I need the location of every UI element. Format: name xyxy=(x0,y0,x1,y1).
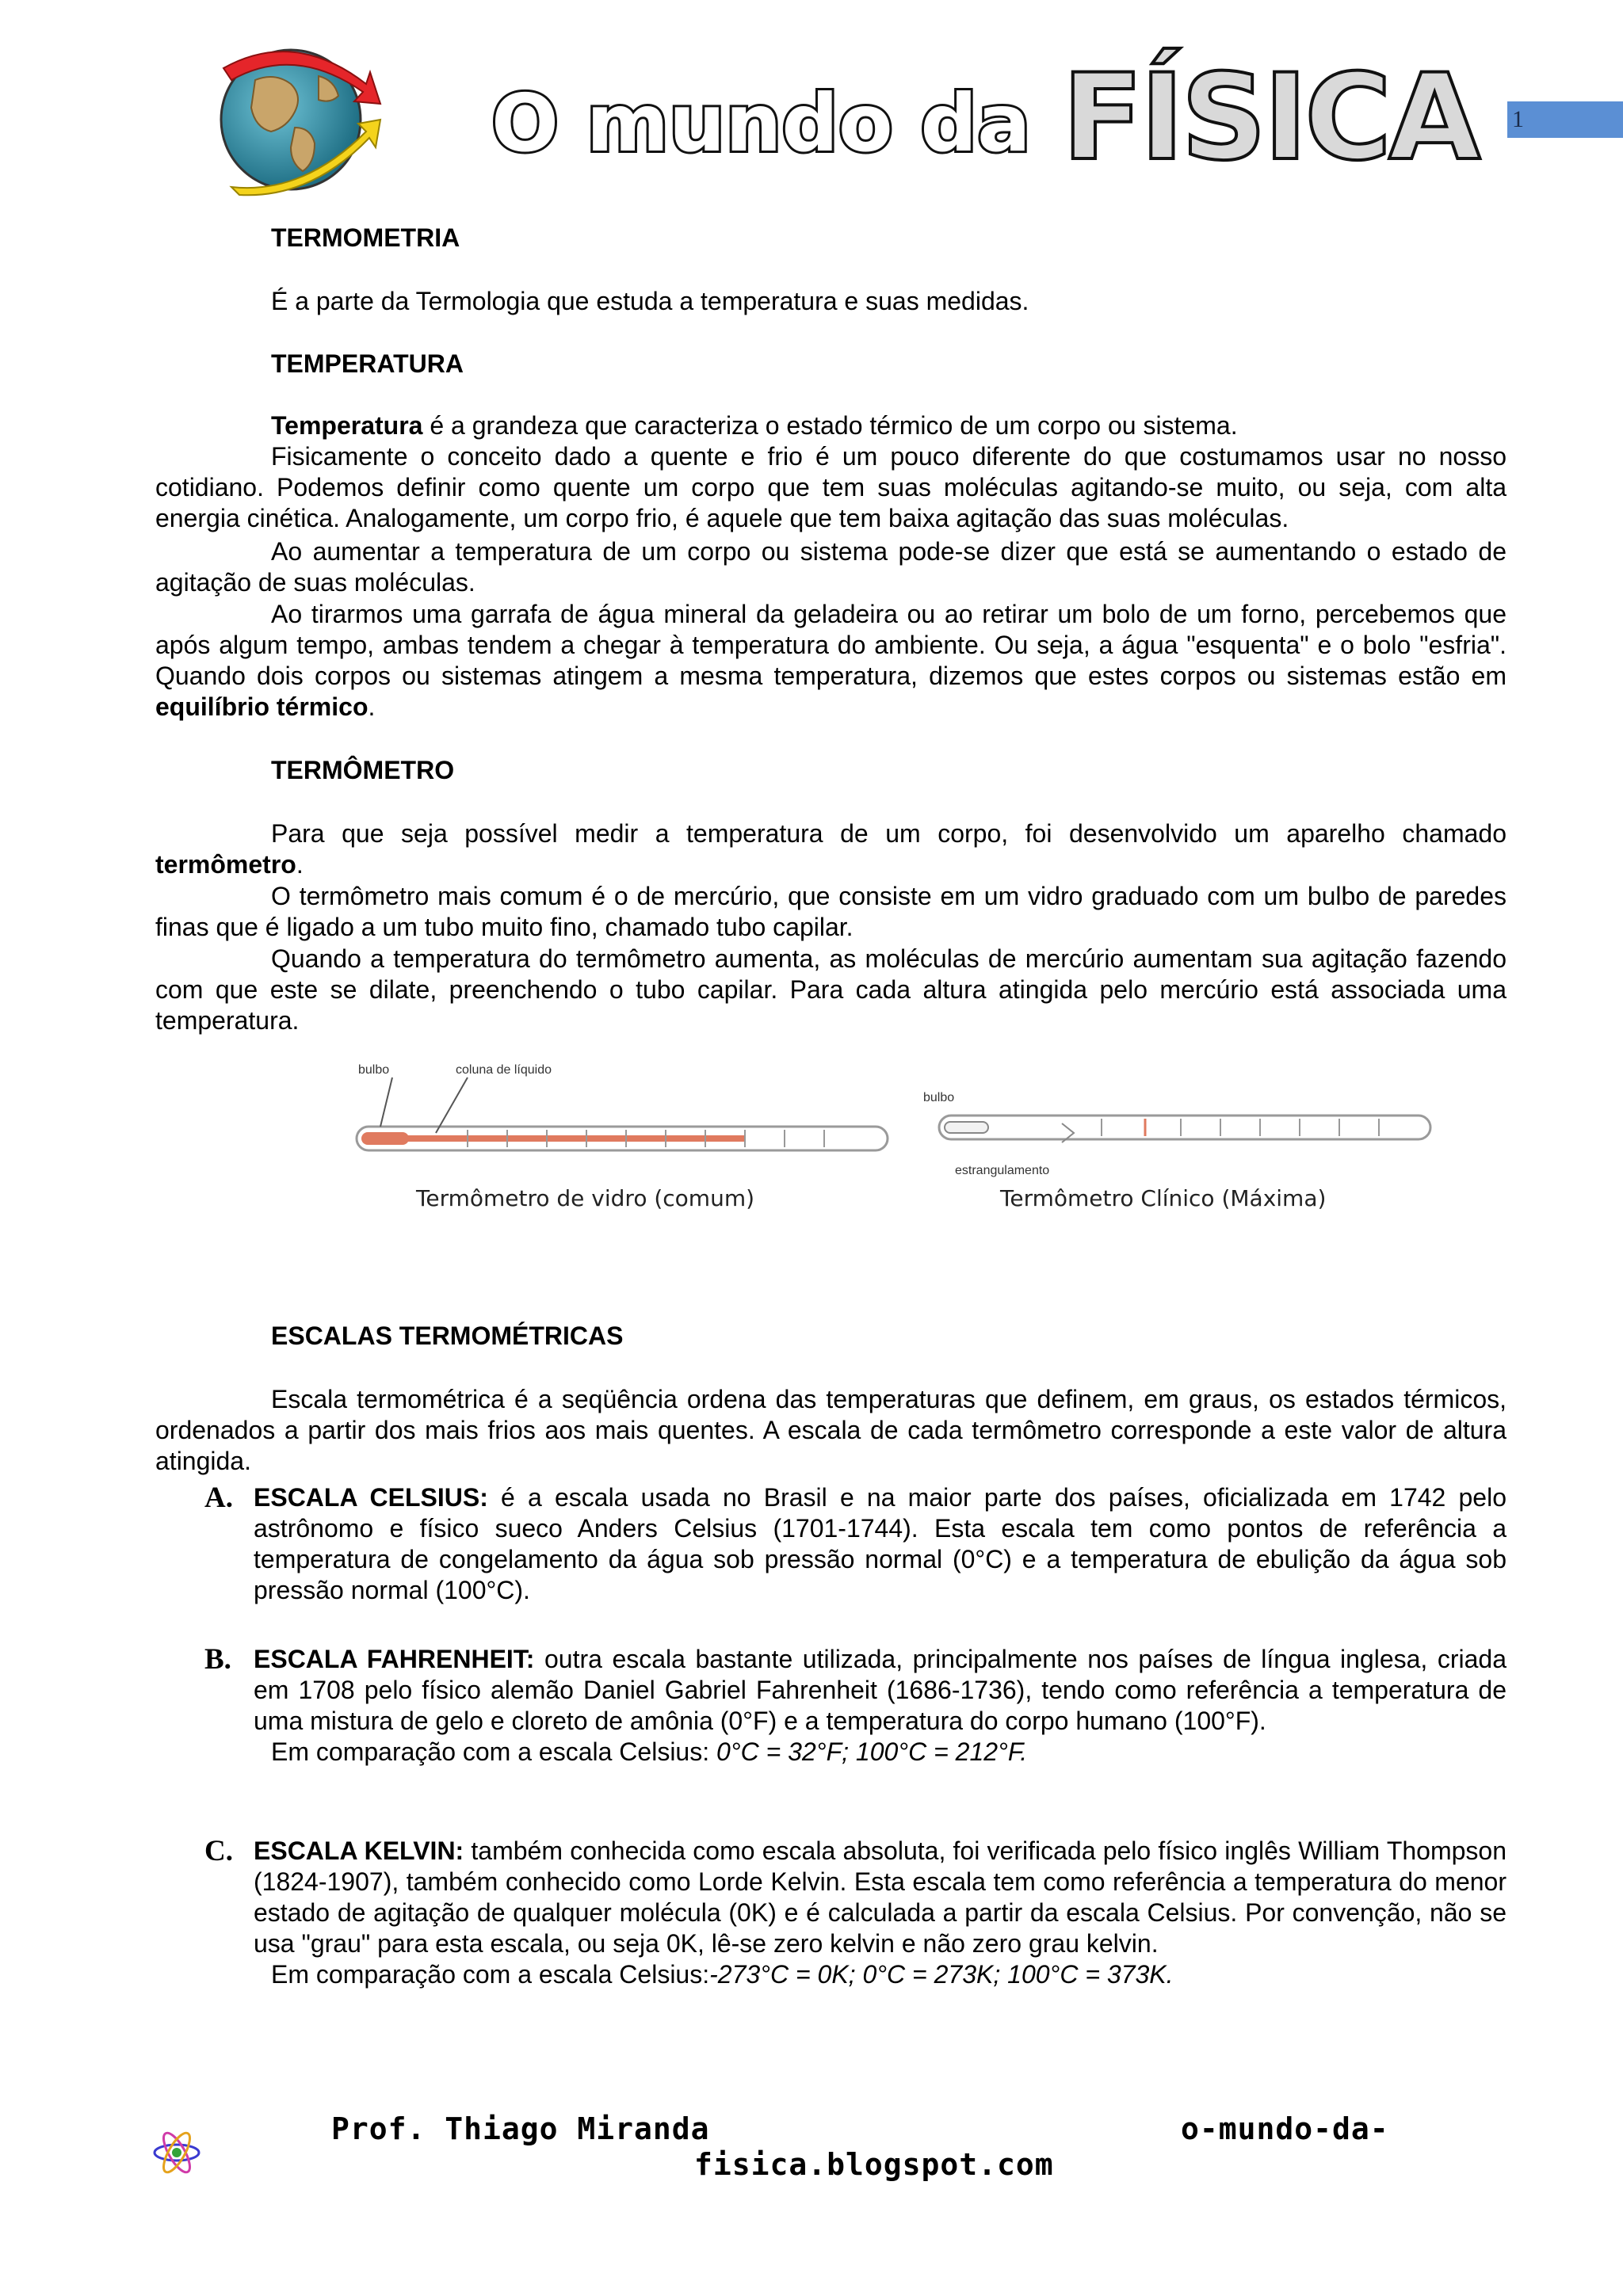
logo-title-plain: O mundo da xyxy=(491,77,1031,170)
scale-fahrenheit-name: ESCALA FAHRENHEIT: xyxy=(254,1645,535,1673)
footer-site-part2: fisica.blogspot.com xyxy=(694,2147,1054,2182)
scale-celsius-text: é a escala usada no Brasil e na maior parte dos países, oficializada em 1742 pelo astrônomo e físico sueco Anders Celsius (1701-1744). Esta escala tem como pontos de referência a temperatura de congelamento da água sob pressão normal (0°C) e a temperatura de ebulição da água sob pressão normal (100°C). xyxy=(254,1483,1507,1604)
scale-kelvin-text: também conhecida como escala absoluta, foi verificada pelo físico inglês William Thompson (1824-1907), também conhecido como Lorde Kelvin. Esta escala tem como referência a temperatura do menor estado de agitação de qualquer molécula (0K) e é calculada a partir da escala Celsius. Por convenção, não se usa "grau" para esta escala, ou seja 0K, lê-se zero kelvin e não zero grau kelvin. xyxy=(254,1836,1507,1958)
scale-celsius xyxy=(254,1482,1507,1606)
termometro-paragraph-3: Quando a temperatura do termômetro aumenta, as moléculas de mercúrio aumentam sua agitação fazendo com que este se dilate, preenchendo o tubo capilar. Para cada altura atingida pelo mercúrio está associada uma temperatura. xyxy=(155,944,1507,1035)
label-bulbo-left: bulbo xyxy=(358,1063,390,1077)
termometro-paragraph-1 xyxy=(155,818,1507,880)
label-bulbo-right: bulbo xyxy=(923,1091,955,1104)
label-estrangulamento: estrangulamento xyxy=(955,1164,1050,1177)
termometro-term: termômetro xyxy=(155,850,296,879)
logo-title-emph: FÍSICA xyxy=(1062,49,1478,187)
thermometers-figure xyxy=(349,1054,1458,1232)
page-number: 1 xyxy=(1507,101,1623,138)
equilibrio-termico-term: equilíbrio térmico xyxy=(155,692,369,721)
kelvin-comparison xyxy=(254,1959,1507,1990)
fahrenheit-compare-values: 0°C = 32°F; 100°C = 212°F. xyxy=(716,1737,1028,1766)
temperatura-paragraph-2: Fisicamente o conceito dado a quente e frio é um pouco diferente do que costumamos usar no nosso cotidiano. Podemos definir como quente um corpo que tem suas moléculas agitando-se muito, ou seja, com alta energia cinética. Analogamente, um corpo frio, é aquele que tem baixa agitação das suas moléculas. xyxy=(155,442,1507,532)
section-title-temperatura: TEMPERATURA xyxy=(271,349,464,378)
temperatura-paragraph-4 xyxy=(155,599,1507,723)
temperatura-p4-end: . xyxy=(368,692,376,721)
fahrenheit-compare-label: Em comparação com a escala Celsius: xyxy=(271,1737,716,1766)
list-marker-c: C. xyxy=(204,1835,233,1867)
scale-fahrenheit-text: outra escala bastante utilizada, principalmente nos países de língua inglesa, criada em 1708 pelo físico alemão Daniel Gabriel Fahrenheit (1686-1736), tendo como referência a temperatura de uma mistura de gelo e cloreto de amônia (0°F) e a temperatura do corpo humano (100°F). xyxy=(254,1645,1507,1735)
scale-celsius-name: ESCALA CELSIUS: xyxy=(254,1483,488,1512)
caption-glass-thermometer: Termômetro de vidro (comum) xyxy=(416,1185,755,1211)
section-title-termometro: TERMÔMETRO xyxy=(271,756,455,784)
scale-fahrenheit xyxy=(254,1644,1507,1768)
escalas-paragraph: Escala termométrica é a seqüência ordena das temperaturas que definem, em graus, os estados térmicos, ordenados a partir dos mais frios aos mais quentes. A escala de cada termômetro corresponde a este valor de altura atingida. xyxy=(155,1385,1507,1475)
list-marker-b: B. xyxy=(204,1643,231,1676)
termometria-text: É a parte da Termologia que estuda a temperatura e suas medidas. xyxy=(271,287,1029,315)
termometro-paragraph-2: O termômetro mais comum é o de mercúrio, que consiste em um vidro graduado com um bulbo de paredes finas que é ligado a um tubo muito fino, chamado tubo capilar. xyxy=(155,882,1507,941)
list-marker-a: A. xyxy=(204,1482,233,1514)
temperatura-paragraph-3: Ao aumentar a temperatura de um corpo ou sistema pode-se dizer que está se aumentando o estado de agitação de suas moléculas. xyxy=(155,537,1507,597)
clinical-thermometer xyxy=(923,1091,1430,1211)
section-title-escalas: ESCALAS TERMOMÉTRICAS xyxy=(271,1322,624,1350)
termometro-p1-end: . xyxy=(296,850,304,879)
glass-thermometer xyxy=(357,1063,888,1211)
temperatura-paragraph-1 xyxy=(155,410,1507,441)
footer-site-part1: o-mundo-da- xyxy=(1181,2111,1389,2146)
kelvin-compare-values: -273°C = 0K; 0°C = 273K; 100°C = 373K. xyxy=(709,1960,1174,1989)
scale-kelvin-name: ESCALA KELVIN: xyxy=(254,1836,464,1865)
label-coluna: coluna de líquido xyxy=(456,1063,552,1077)
scale-kelvin xyxy=(254,1836,1507,1990)
kelvin-compare-label: Em comparação com a escala Celsius: xyxy=(271,1960,710,1989)
temperatura-p1-rest: é a grandeza que caracteriza o estado térmico de um corpo ou sistema. xyxy=(422,411,1238,440)
atom-icon xyxy=(152,2128,201,2177)
termometro-p1-text: Para que seja possível medir a temperatura de um corpo, foi desenvolvido um aparelho chamado xyxy=(271,819,1507,848)
footer-author: Prof. Thiago Miranda xyxy=(331,2111,710,2146)
caption-clinical-thermometer: Termômetro Clínico (Máxima) xyxy=(1000,1185,1327,1211)
globe-logo-icon xyxy=(208,36,382,195)
section-title-termometria: TERMOMETRIA xyxy=(271,223,460,252)
fahrenheit-comparison xyxy=(254,1737,1507,1768)
temperatura-p4-text: Ao tirarmos uma garrafa de água mineral da geladeira ou ao retirar um bolo de um forno, percebemos que após algum tempo, ambas tendem a chegar à temperatura do ambiente. Ou seja, a água "esquenta" e o bolo "esfria". Quando dois corpos ou sistemas atingem a mesma temperatura, dizemos que estes corpos ou sistemas estão em xyxy=(155,600,1507,690)
temperatura-bold-term: Temperatura xyxy=(271,411,423,440)
site-logo-title xyxy=(491,49,1478,187)
